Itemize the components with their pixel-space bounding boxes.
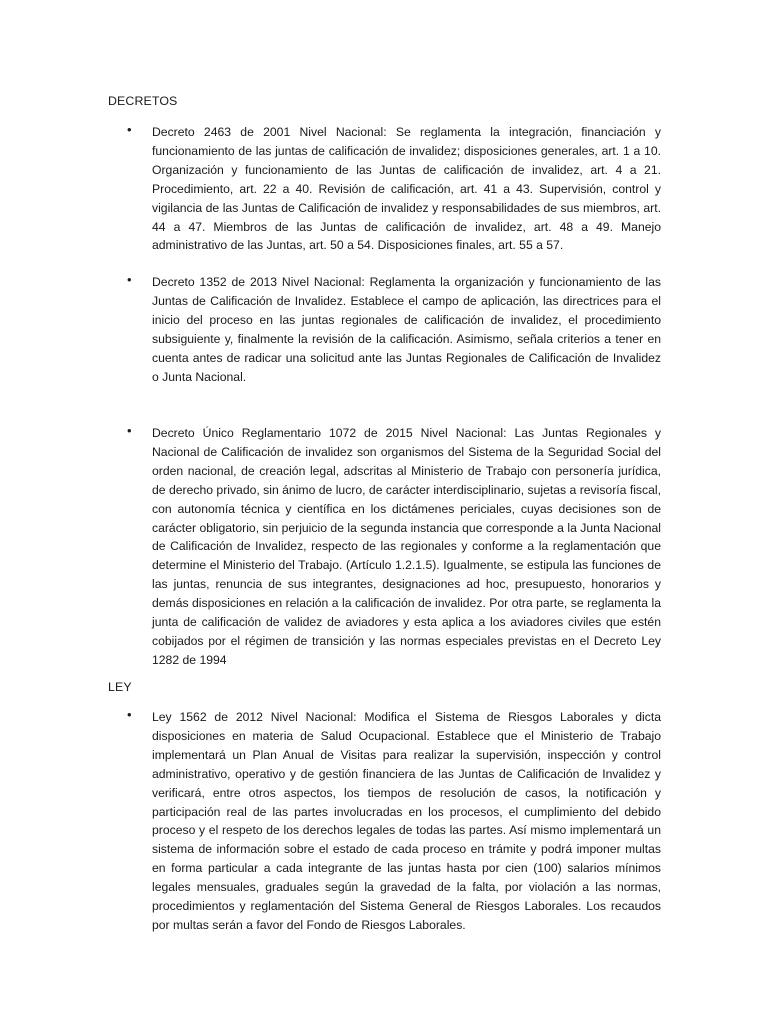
list-item-text: Decreto 2463 de 2001 Nivel Nacional: Se reglamenta la integración, financiación y funcionamiento de las juntas de calificación de invalidez; disposiciones generales, art. 1 a 10. Organización y funcionamiento de las Juntas de calificación de invalidez, art. 4 a 21. Procedimiento, art. 22 a 40. Revisión de calificación, art. 41 a 43. Supervisión, control y vigilancia de las Juntas de Calificación de invalidez y responsabilidades de sus miembros, art. 44 a 47. Miembros de las Juntas de calificación de invalidez, art. 48 a 49. Manejo administrativo de las Juntas, art. 50 a 54. Disposiciones finales, art. 55 a 57. [152,125,661,253]
list-item-text: Ley 1562 de 2012 Nivel Nacional: Modifica el Sistema de Riesgos Laborales y dicta disposiciones en materia de Salud Ocupacional. Establece que el Ministerio de Trabajo implementará un Plan Anual de Visitas para realizar la supervisión, inspección y control administrativo, operativo y de gestión financiera de las Juntas de Calificación de Invalidez y verificará, entre otros aspectos, los tiempos de resolución de casos, la notificación y participación real de las partes involucradas en los procesos, el cumplimiento del debido proceso y el respeto de los derechos legales de todas las partes. Así mismo implementará un sistema de información sobre el estado de cada proceso en trámite y podrá imponer multas en forma particular a cada integrante de las juntas hasta por cien (100) salarios mínimos legales mensuales, graduales según la gravedad de la falta, por violación a las normas, procedimientos y reglamentación del Sistema General de Riesgos Laborales. Los recaudos por multas serán a favor del Fondo de Riesgos Laborales. [152,710,661,932]
list-item-text: Decreto 1352 de 2013 Nivel Nacional: Reglamenta la organización y funcionamiento de las Juntas de Calificación de Invalidez. Establece el campo de aplicación, las directrices para el inicio del proceso en las juntas regionales de calificación de invalidez, el procedimiento subsiguiente y, finalmente la revisión de la calificación. Asimismo, señala criterios a tener en cuenta antes de radicar una solicitud ante las Juntas Regionales de Calificación de Invalidez o Junta Nacional. [152,275,661,384]
list-item-text: Decreto Único Reglamentario 1072 de 2015 Nivel Nacional: Las Juntas Regionales y Nacional de Calificación de invalidez son organismos del Sistema de la Seguridad Social del orden nacional, de creación legal, adscritas al Ministerio de Trabajo con personería jurídica, de derecho privado, sin ánimo de lucro, de carácter interdisciplinario, sujetas a revisoría fiscal, con autonomía técnica y científica en los dictámenes periciales, cuyas decisiones son de carácter obligatorio, sin perjuicio de la segunda instancia que corresponde a la Junta Nacional de Calificación de Invalidez, respecto de las regionales y conforme a la reglamentación que determine el Ministerio del Trabajo. (Artículo 1.2.1.5). Igualmente, se estipula las funciones de las juntas, renuncia de sus integrantes, designaciones ad hoc, presupuesto, honorarios y demás disposiciones en relación a la calificación de invalidez. Por otra parte, se reglamenta la junta de calificación de validez de aviadores y esta aplica a los aviadores civiles que estén cobijados por el régimen de transición y las normas especiales previstas en el Decreto Ley 1282 de 1994 [152,426,661,667]
list-item-ley-1562 [127,708,661,935]
section-heading-ley: LEY [108,680,132,694]
list-item-decreto-2463 [127,123,661,255]
bullet-icon: • [127,707,132,722]
bullet-icon: • [127,122,132,137]
bullet-icon: • [127,272,132,287]
list-item-decreto-1352 [127,273,661,386]
section-heading-decretos: DECRETOS [108,94,178,108]
list-item-decreto-1072 [127,424,661,670]
bullet-icon: • [127,423,132,438]
